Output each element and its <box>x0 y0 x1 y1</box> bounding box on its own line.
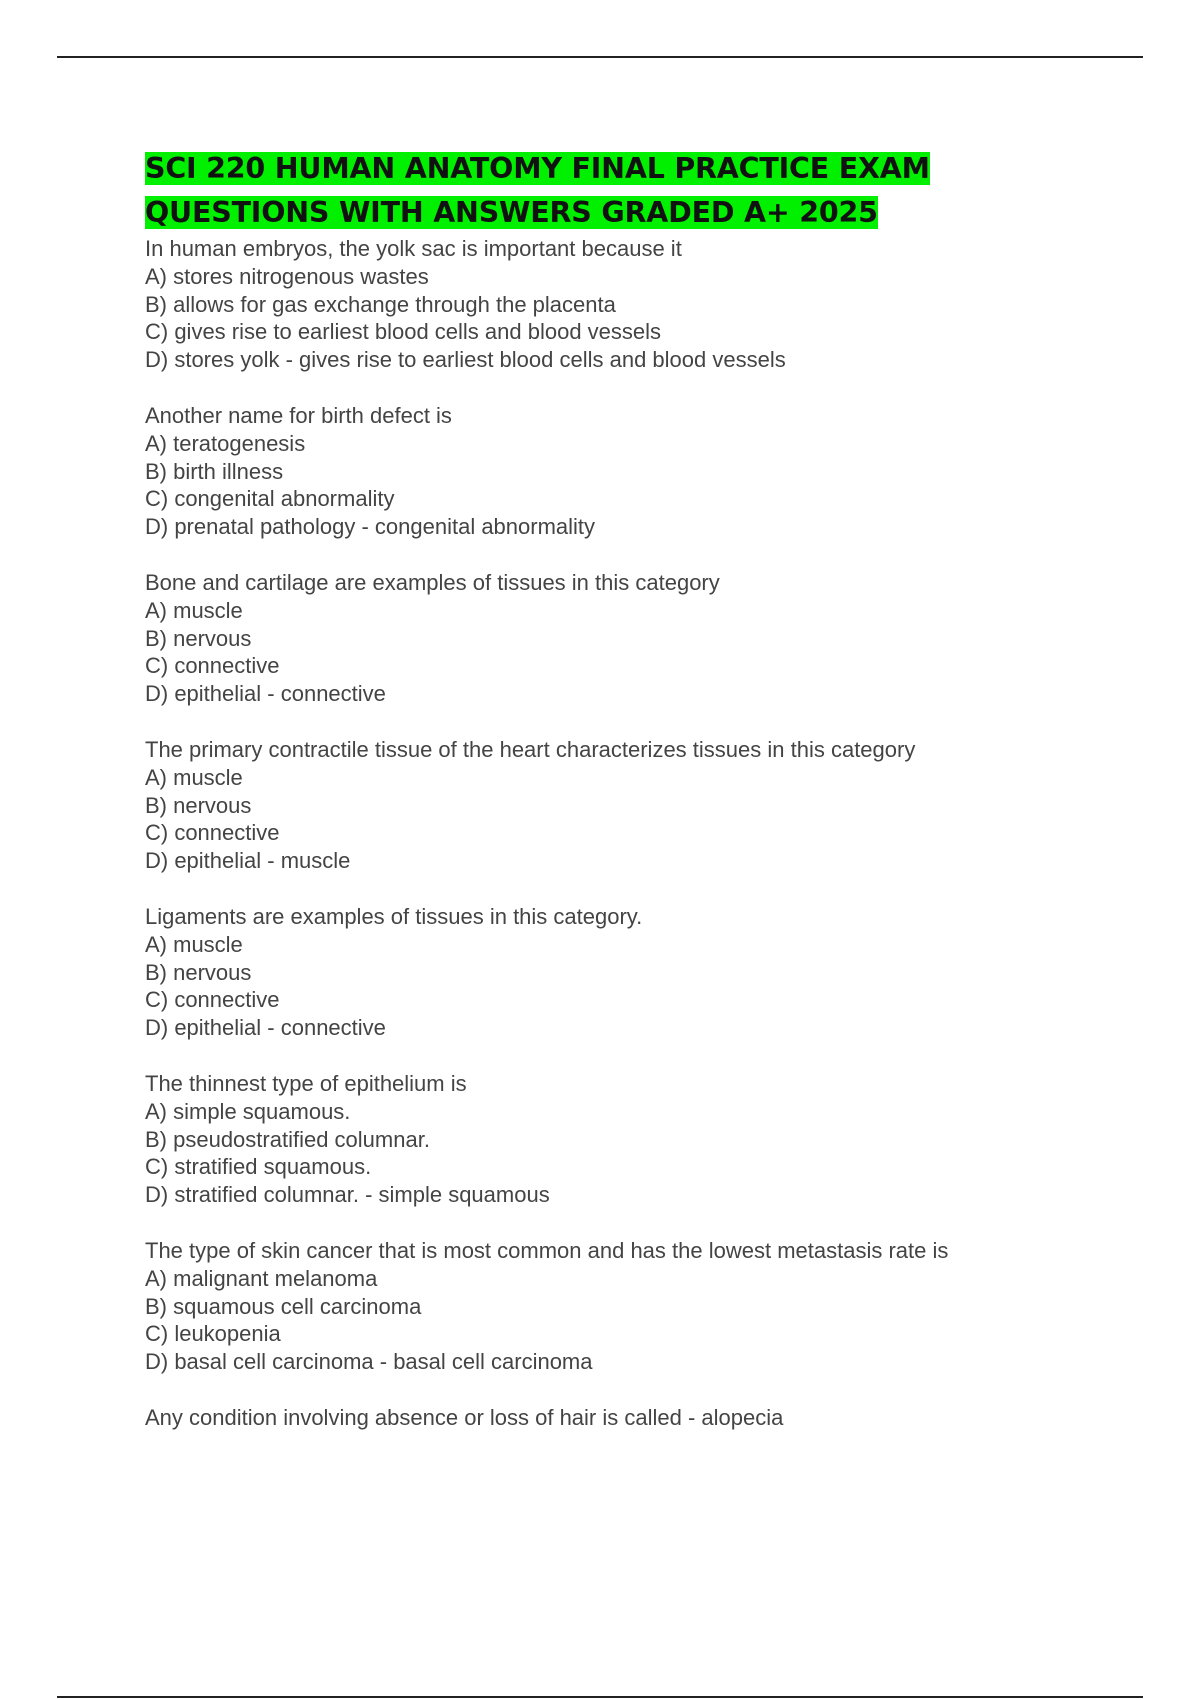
question-item <box>145 402 1145 541</box>
question-prompt: The thinnest type of epithelium is <box>145 1070 467 1096</box>
answer-option: C) congenital abnormality <box>145 486 395 512</box>
answer-option: B) nervous <box>145 792 252 818</box>
top-rule <box>57 56 1143 58</box>
answer-option: D) stratified columnar. - simple squamous <box>145 1182 550 1208</box>
document-body <box>145 147 1145 1460</box>
answer-option: D) epithelial - connective <box>145 1015 386 1041</box>
answer-option: D) basal cell carcinoma - basal cell carcinoma <box>145 1349 593 1375</box>
answer-option: B) nervous <box>145 625 252 651</box>
answer-option: D) epithelial - connective <box>145 681 386 707</box>
answer-option: C) connective <box>145 987 280 1013</box>
bottom-rule <box>57 1696 1143 1698</box>
answer-option: D) prenatal pathology - congenital abnormality <box>145 514 596 540</box>
answer-option: D) epithelial - muscle <box>145 848 351 874</box>
question-item <box>145 1404 1145 1432</box>
answer-option: A) malignant melanoma <box>145 1265 378 1291</box>
answer-option: B) squamous cell carcinoma <box>145 1293 422 1319</box>
question-prompt: Ligaments are examples of tissues in this category. <box>145 903 643 929</box>
question-prompt: Another name for birth defect is <box>145 402 452 428</box>
question-prompt: The type of skin cancer that is most common and has the lowest metastasis rate is <box>145 1237 949 1263</box>
answer-option: C) stratified squamous. <box>145 1154 372 1180</box>
question-prompt: In human embryos, the yolk sac is important because it <box>145 236 682 261</box>
question-prompt: Bone and cartilage are examples of tissues in this category <box>145 569 720 595</box>
answer-option: A) muscle <box>145 597 243 623</box>
answer-option: A) stores nitrogenous wastes <box>145 263 429 289</box>
question-prompt: The primary contractile tissue of the heart characterizes tissues in this category <box>145 736 916 762</box>
answer-option: A) simple squamous. <box>145 1098 351 1124</box>
answer-option: C) connective <box>145 653 280 679</box>
answer-option: A) muscle <box>145 931 243 957</box>
answer-option: B) birth illness <box>145 458 284 484</box>
question-item <box>145 736 1145 875</box>
question-item <box>145 235 1145 374</box>
answer-option: C) gives rise to earliest blood cells and blood vessels <box>145 319 662 345</box>
answer-option: C) leukopenia <box>145 1321 281 1347</box>
answer-option: A) teratogenesis <box>145 430 306 456</box>
answer-option: A) muscle <box>145 764 243 790</box>
document-title <box>145 147 1145 235</box>
title-line-2: QUESTIONS WITH ANSWERS GRADED A+ 2025 <box>145 196 878 229</box>
title-line-1: SCI 220 HUMAN ANATOMY FINAL PRACTICE EXAM <box>145 152 930 185</box>
answer-option: C) connective <box>145 820 280 846</box>
question-prompt: Any condition involving absence or loss of hair is called - alopecia <box>145 1404 784 1430</box>
question-item <box>145 903 1145 1042</box>
question-item <box>145 1237 1145 1376</box>
question-list <box>145 235 1145 1432</box>
question-item <box>145 569 1145 708</box>
answer-option: B) pseudostratified columnar. <box>145 1126 430 1152</box>
question-item <box>145 1070 1145 1209</box>
answer-option: B) nervous <box>145 959 252 985</box>
answer-option: B) allows for gas exchange through the placenta <box>145 291 616 317</box>
answer-option: D) stores yolk - gives rise to earliest blood cells and blood vessels <box>145 347 786 373</box>
